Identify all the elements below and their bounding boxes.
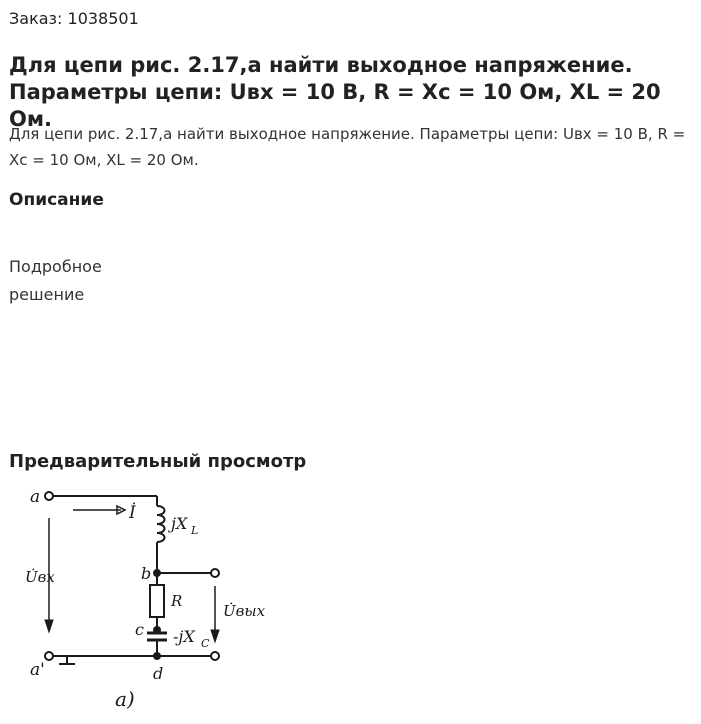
label-a2: a': [30, 660, 45, 680]
label-u-in: U̇вх: [25, 568, 55, 586]
task-description: Для цепи рис. 2.17,а найти выходное напряжение. Параметры цепи: Uвх = 10 В, R = Xc = 10 Ом, XL = 20 Ом.: [9, 125, 686, 169]
label-u-out: U̇вых: [223, 602, 266, 620]
label-b: b: [141, 564, 152, 583]
figure-caption: а): [115, 687, 135, 711]
terminal-a2: [45, 652, 53, 660]
description-heading: Описание: [9, 190, 104, 210]
label-c: c: [135, 620, 144, 639]
terminal-a: [45, 492, 53, 500]
resistor: [150, 585, 164, 617]
u-out-arrow: [211, 630, 219, 642]
label-inductor-sub: L: [191, 524, 199, 537]
label-current: İ: [129, 503, 136, 523]
terminal-out-top: [211, 569, 219, 577]
order-number: Заказ: 1038501: [9, 9, 139, 28]
label-capacitor: -jX: [173, 627, 195, 646]
preview-heading: Предварительный просмотр: [9, 451, 307, 472]
label-d: d: [153, 664, 164, 683]
label-a: a: [30, 487, 41, 507]
u-in-arrow: [45, 620, 53, 632]
circuit-diagram: [25, 482, 285, 714]
node-d: [154, 653, 160, 659]
page-title: Для цепи рис. 2.17,а найти выходное напряжение. Параметры цепи: Uвх = 10 В, R = Xc = 10 Ом, XL = 20 Ом.: [9, 53, 661, 131]
label-capacitor-sub: C: [201, 637, 210, 650]
terminal-out-bottom: [211, 652, 219, 660]
inductor: [157, 506, 165, 542]
description-note: Подробное решение: [9, 257, 102, 304]
label-resistor: R: [171, 592, 183, 610]
label-inductor: jX: [171, 514, 188, 533]
